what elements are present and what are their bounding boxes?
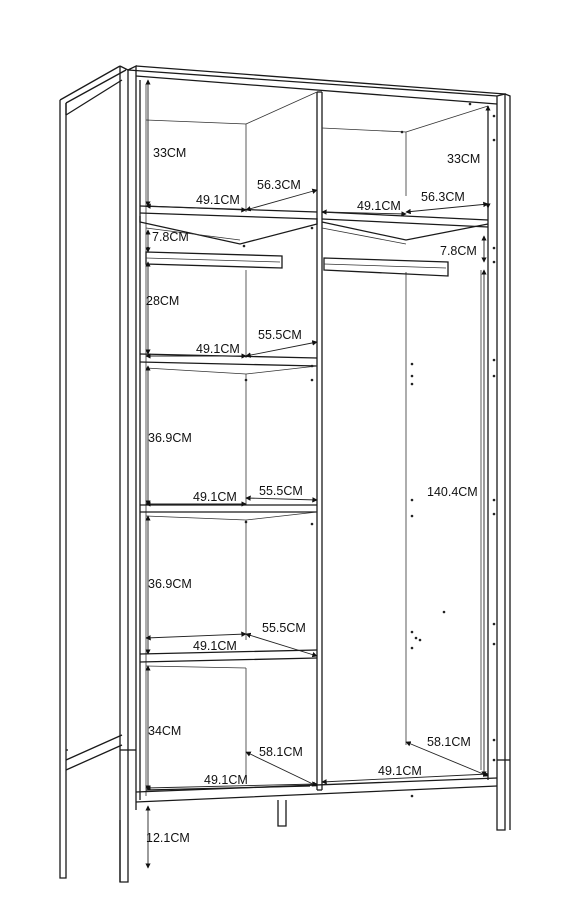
label-shelf4-width: 49.1CM bbox=[193, 639, 237, 653]
label-top-right-depth: 56.3CM bbox=[421, 190, 465, 204]
label-top-right-width: 49.1CM bbox=[357, 199, 401, 213]
label-top-left-depth: 56.3CM bbox=[257, 178, 301, 192]
label-top-left-height: 33CM bbox=[153, 146, 187, 160]
label-hanging-height: 140.4CM bbox=[427, 485, 478, 499]
hanging-rail-left bbox=[146, 252, 282, 268]
label-bottom-right-width: 49.1CM bbox=[378, 764, 422, 778]
front-left-post bbox=[120, 66, 136, 882]
label-bottom-right-depth: 58.1CM bbox=[427, 735, 471, 749]
label-shelf3-height: 36.9CM bbox=[148, 431, 192, 445]
dimension-labels bbox=[146, 146, 480, 845]
back-left-post bbox=[60, 100, 68, 878]
label-shelf4-height: 36.9CM bbox=[148, 577, 192, 591]
label-bottom-left-height: 34CM bbox=[148, 724, 182, 738]
back-bottom-rail bbox=[66, 735, 122, 770]
label-shelf2-width: 49.1CM bbox=[196, 342, 240, 356]
shelf-4-left bbox=[140, 505, 317, 520]
hanging-rail-right bbox=[324, 258, 448, 276]
label-shelf2-depth: 55.5CM bbox=[258, 328, 302, 342]
shelf-top-left bbox=[140, 206, 317, 219]
right-post bbox=[497, 94, 510, 830]
label-bottom-left-width: 49.1CM bbox=[204, 773, 248, 787]
label-top-right-height: 33CM bbox=[447, 152, 481, 166]
label-bottom-left-depth: 58.1CM bbox=[259, 745, 303, 759]
legs bbox=[120, 800, 286, 882]
label-shelf2-height: 28CM bbox=[146, 294, 180, 308]
label-rail-right-gap: 7.8CM bbox=[440, 244, 477, 258]
back-top-rail bbox=[60, 66, 126, 115]
shelf-3-left bbox=[140, 354, 317, 374]
label-leg-height: 12.1CM bbox=[146, 831, 190, 845]
label-shelf3-width: 49.1CM bbox=[193, 490, 237, 504]
label-rail-left-gap: 7.8CM bbox=[152, 230, 189, 244]
label-shelf4-depth: 55.5CM bbox=[262, 621, 306, 635]
label-shelf3-depth: 55.5CM bbox=[259, 484, 303, 498]
center-divider bbox=[317, 92, 322, 790]
label-top-left-width: 49.1CM bbox=[196, 193, 240, 207]
